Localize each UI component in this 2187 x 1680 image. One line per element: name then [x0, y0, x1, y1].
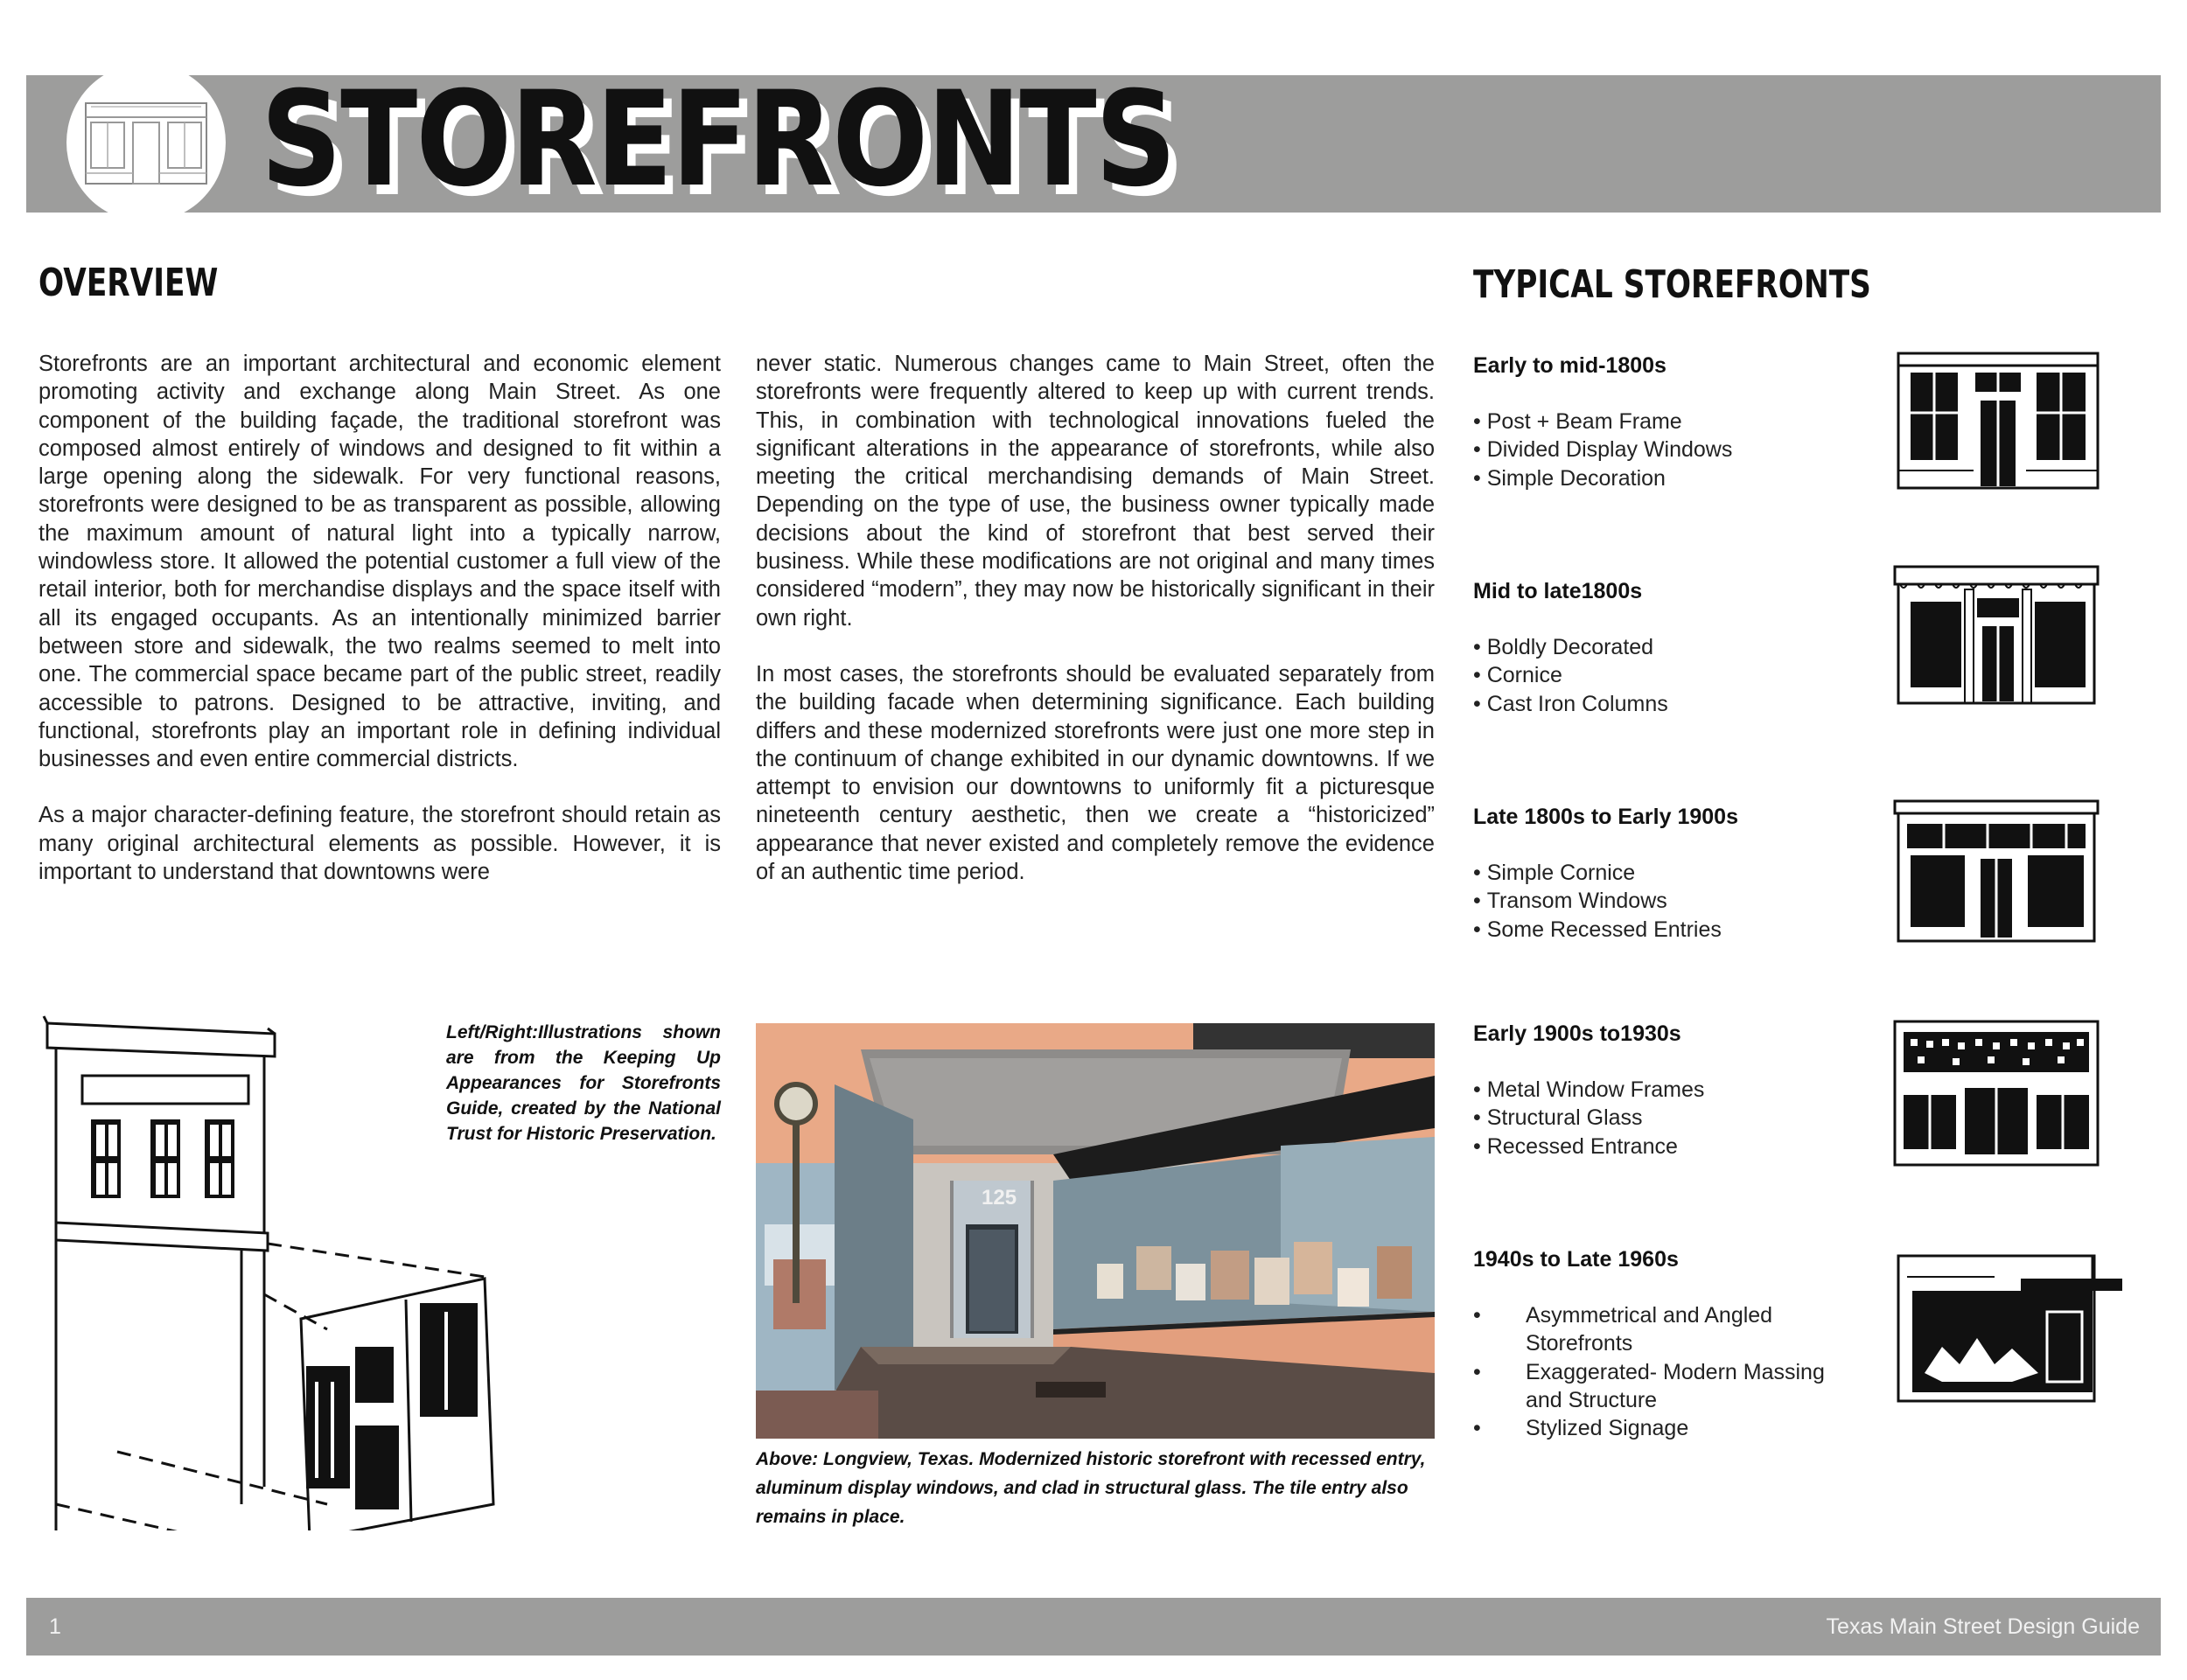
early-1900s-storefront-sketch-icon [1891, 1018, 2101, 1168]
photo-caption: Above: Longview, Texas. Modernized historic storefront with recessed entry, aluminum display windows, and clad in structural glass. The tile entry also remains in place. [756, 1449, 1426, 1527]
era-title: Early to mid-1800s [1473, 353, 1666, 378]
storefront-sketch-icon [38, 1014, 511, 1530]
era-feature: • Some Recessed Entries [1473, 916, 1963, 944]
mid-storefront-sketch-icon [1891, 563, 2101, 707]
overview-column-2 [756, 350, 1435, 886]
era-feature: • Boldly Decorated [1473, 633, 1963, 661]
storefront-icon [84, 100, 208, 187]
overview-paragraph: As a major character-defining feature, the storefront should retain as many original architectural elements as possible. However, it is important to understand that downtowns were [38, 803, 721, 885]
era-block [1473, 577, 1963, 718]
era-feature-list [1473, 408, 1963, 492]
era-feature: • Structural Glass [1473, 1104, 1963, 1132]
early-storefront-sketch-icon [1895, 350, 2101, 491]
era-title: Late 1800s to Early 1900s [1473, 805, 1738, 829]
era-feature: • Divided Display Windows [1473, 436, 1963, 464]
era-feature: • Cast Iron Columns [1473, 690, 1963, 718]
logo-badge [66, 63, 226, 222]
era-title: 1940s to Late 1960s [1473, 1247, 1679, 1272]
mid-century-storefront-sketch-icon [1890, 1251, 2126, 1405]
era-feature: • Metal Window Frames [1473, 1076, 1963, 1104]
era-feature-list [1473, 1076, 1963, 1161]
address-number: 125 [982, 1186, 1017, 1209]
era-feature: • Asymmetrical and Angled Storefronts [1473, 1301, 1849, 1358]
era-feature: • Post + Beam Frame [1473, 408, 1963, 436]
footer-title: Texas Main Street Design Guide [1826, 1614, 2140, 1639]
era-feature: • Exaggerated- Modern Massing and Structure [1473, 1358, 1849, 1415]
illustration-caption: Left/Right:Illustrations shown are from the Keeping Up Appearances for Storefronts Guide, created by the National Trust for Historic Preservation. [446, 1022, 721, 1144]
era-feature: • Simple Cornice [1473, 859, 1963, 887]
overview-column-1 [38, 350, 721, 886]
page-number: 1 [49, 1614, 61, 1639]
era-title: Early 1900s to1930s [1473, 1021, 1681, 1046]
overview-paragraph: Storefronts are an important architectural and economic element promoting activity and exchange along Main Street. As one component of the building façade, the traditional storefront was composed almost entirely of windows and designed to fit within a large opening along the sidewalk. For very functional reasons, storefronts were designed to be as transparent as possible, allowing the maximum amount of natural light into a typically narrow, windowless store. It allowed the potential customer a full view of the retail interior, both for merchandise displays and the space itself with all its engaged occupants. As an intentionally minimized barrier between store and sidewalk, the two realms seemed to melt into one. The commercial space became part of the public street, readily accessible to patrons. Designed to be attractive, inviting, and functional, storefronts play an important role in defining individual businesses and even entire commercial districts. [38, 352, 721, 772]
era-title: Mid to late1800s [1473, 579, 1643, 603]
era-feature-list [1473, 1301, 1849, 1442]
storefront-photo [756, 1023, 1435, 1439]
typical-storefronts-title: TYPICAL STOREFRONTS [1473, 262, 1871, 307]
overview-paragraph: never static. Numerous changes came to Main Street, often the storefronts were frequently altered to keep up with current trends. This, in combination with technological innovations fueled the significant alterations in the appearance of storefronts, while also meeting the critical merchandising demands of Main Street. Depending on the type of use, the business owner typically made decisions about the kind of storefront that best served their business. While these modifications are not original and many times considered “modern”, they may now be historically significant in their own right. [756, 352, 1435, 631]
late-storefront-sketch-icon [1891, 798, 2101, 945]
era-feature-list [1473, 859, 1963, 944]
era-feature: • Recessed Entrance [1473, 1133, 1963, 1161]
page-title: STOREFRONTS [261, 64, 1176, 216]
era-block [1473, 803, 1963, 944]
era-feature: • Transom Windows [1473, 887, 1963, 915]
era-block [1473, 352, 1963, 492]
overview-paragraph: In most cases, the storefronts should be evaluated separately from the building facade when determining significance. Each building differs and these modernized storefronts were just one more step in the continuum of change exhibited in our dynamic downtowns. If we attempt to envision our downtowns to uniformly fit a picturesque nineteenth century aesthetic, then we create a “historicized” appearance that never existed and completely remove the evidence of an authentic time period. [756, 661, 1435, 885]
era-feature: • Simple Decoration [1473, 464, 1963, 492]
era-block [1473, 1020, 1963, 1161]
storefront-photo-image [756, 1023, 1435, 1439]
overview-title: OVERVIEW [38, 261, 219, 305]
era-feature: • Cornice [1473, 661, 1963, 689]
era-feature-list [1473, 633, 1963, 718]
era-feature: • Stylized Signage [1473, 1414, 1849, 1442]
